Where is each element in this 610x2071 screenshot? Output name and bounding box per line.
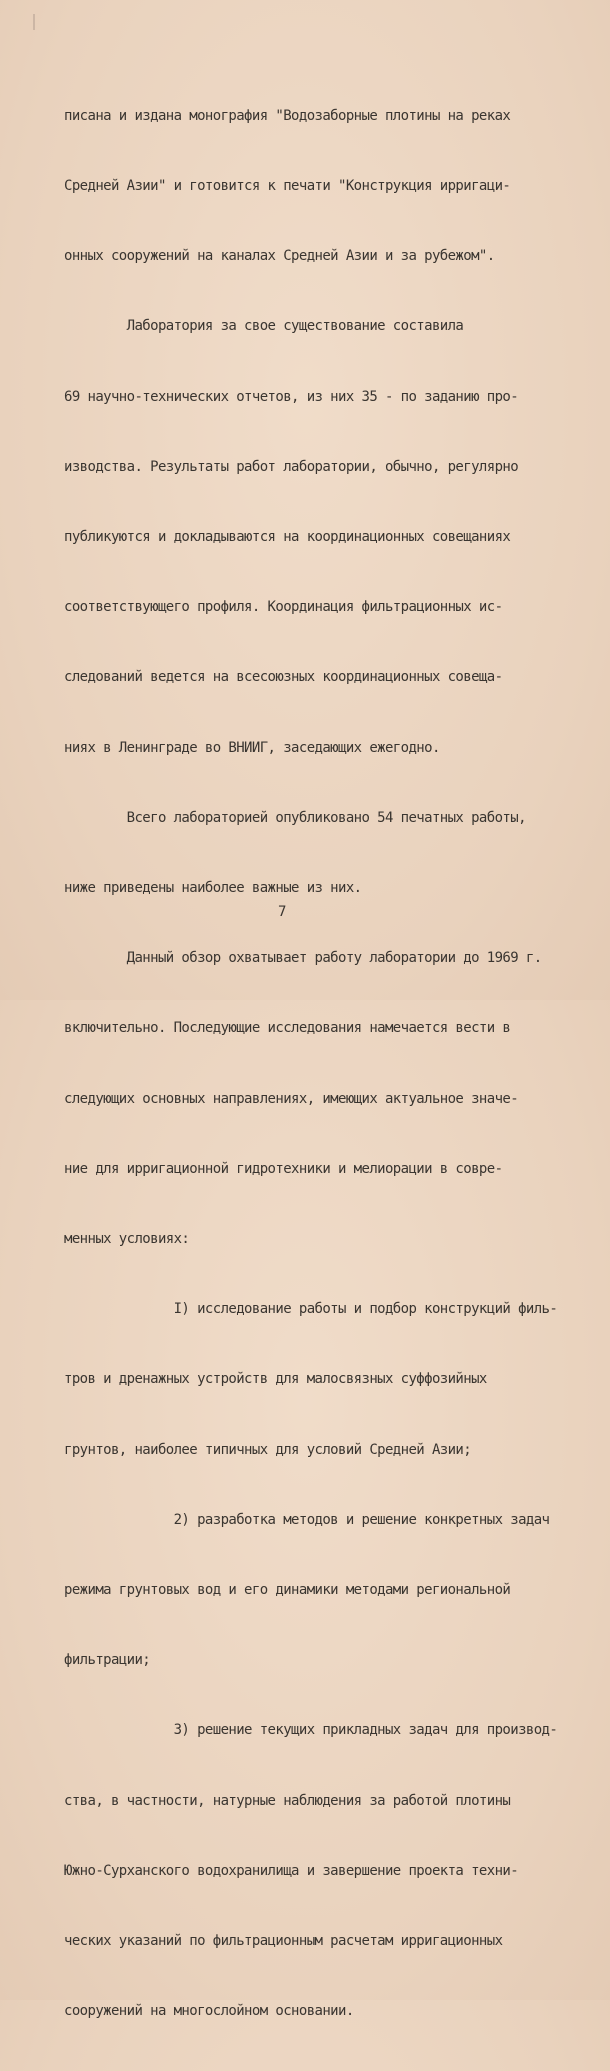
page-number: 7 — [278, 904, 287, 920]
text-line-15: следующих основных направлениях, имеющих актуальное значе- — [64, 1090, 519, 1107]
text-line-28: сооружений на многослойном основании. — [64, 2003, 354, 2020]
text-line-12: ниже приведены наиболее важные из них. — [64, 880, 362, 897]
margin-mark — [33, 14, 35, 30]
text-line-14: включительно. Последующие исследования намечается вести в — [64, 1020, 511, 1037]
body-text — [64, 58, 564, 2071]
text-line-16: ние для ирригационной гидротехники и мелиорации в совре- — [64, 1160, 503, 1177]
text-line-18: I) исследование работы и подбор конструкций филь- — [64, 1301, 558, 1318]
text-line-9: следований ведется на всесоюзных координационных совеща- — [64, 669, 503, 686]
text-line-22: режима грунтовых вод и его динамики методами региональной — [64, 1582, 511, 1599]
text-line-26: Южно-Сурханского водохранилища и завершение проекта техни- — [64, 1862, 519, 1879]
text-line-2: Средней Азии" и готовится к печати "Конструкция ирригаци- — [64, 178, 511, 195]
text-line-4: Лаборатория за свое существование составила — [64, 318, 464, 335]
text-line-7: публикуются и докладываются на координационных совещаниях — [64, 529, 511, 546]
text-line-3: онных сооружений на каналах Средней Азии и за рубежом". — [64, 248, 495, 265]
text-line-25: ства, в частности, натурные наблюдения за работой плотины — [64, 1792, 511, 1809]
text-line-5: 69 научно-технических отчетов, из них 35 - по заданию про- — [64, 388, 519, 405]
text-line-21: 2) разработка методов и решение конкретных задач — [64, 1511, 550, 1528]
text-line-24: 3) решение текущих прикладных задач для производ- — [64, 1722, 558, 1739]
text-line-11: Всего лабораторией опубликовано 54 печатных работы, — [64, 809, 526, 826]
text-line-13: Данный обзор охватывает работу лаборатории до 1969 г. — [64, 950, 542, 967]
text-line-10: ниях в Ленинграде во ВНИИГ, заседающих ежегодно. — [64, 739, 440, 756]
text-line-8: соответствующего профиля. Координация фильтрационных ис- — [64, 599, 503, 616]
text-line-1: писана и издана монография "Водозаборные плотины на реках — [64, 107, 511, 124]
text-line-17: менных условиях: — [64, 1231, 190, 1248]
text-line-20: грунтов, наиболее типичных для условий Средней Азии; — [64, 1441, 472, 1458]
text-line-23: фильтрации; — [64, 1652, 151, 1669]
text-line-6: изводства. Результаты работ лаборатории, обычно, регулярно — [64, 458, 519, 475]
text-line-27: ческих указаний по фильтрационным расчетам ирригационных — [64, 1933, 503, 1950]
text-line-19: тров и дренажных устройств для малосвязных суффозийных — [64, 1371, 487, 1388]
